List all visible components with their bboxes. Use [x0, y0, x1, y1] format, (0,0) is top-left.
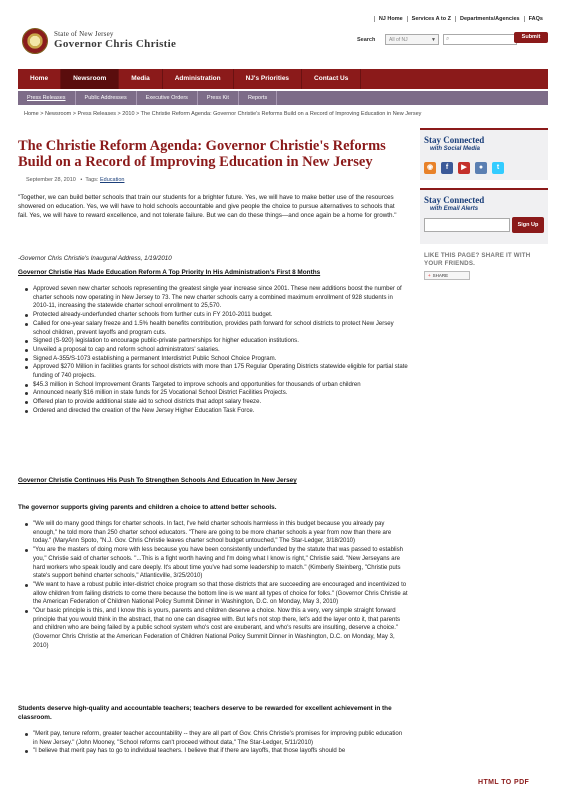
- list-item: Offered plan to provide additional state aid to school districts that adopt salary freeze.: [24, 398, 408, 407]
- tab-home[interactable]: Home: [18, 69, 61, 89]
- search-scope-select[interactable]: [385, 34, 439, 45]
- tab-contact[interactable]: Contact Us: [302, 69, 361, 89]
- facebook-icon[interactable]: f: [441, 162, 453, 174]
- breadcrumb[interactable]: Home > Newsroom > Press Releases > 2010 > The Christie Reform Agenda: Governor Christie's Reforms Build on a Record of Improving Education in New Jersey: [24, 111, 422, 117]
- tab-media[interactable]: Media: [119, 69, 162, 89]
- nav-departments[interactable]: Departments/Agencies: [455, 16, 524, 22]
- article-date: September 28, 2010: [26, 177, 76, 183]
- list-item: "We will do many good things for charter schools. In fact, I've held charter schools harmless in this budget because you already pay enough," he told more than 250 charter school educators. "There are going to be more charter schools a year from now than there are today." (MaryAnn Spoto, "N.J. Gov. Chris Christie leaves charter school budget untouched," The Star-Ledger, 3/18/2010): [24, 520, 408, 546]
- rss-icon[interactable]: ◉: [424, 162, 436, 174]
- nav-faqs[interactable]: FAQs: [524, 16, 547, 22]
- nav-nj-home[interactable]: NJ Home: [374, 16, 407, 22]
- subnav-executive-orders[interactable]: Executive Orders: [137, 91, 198, 105]
- list-item: Announced nearly $16 million in state funds for 25 Vocational School District Facilities Projects.: [24, 389, 408, 398]
- share-button[interactable]: [424, 271, 470, 280]
- list-item: Signed A-355/S-1073 establishing a permanent Interdistrict Public School Choice Program.: [24, 355, 408, 364]
- subnav-press-kit[interactable]: Press Kit: [198, 91, 239, 105]
- teacher-quotes-list: [24, 730, 408, 756]
- social-subtitle: with Social Media: [430, 146, 481, 152]
- sign-up-button[interactable]: Sign Up: [512, 217, 544, 233]
- search-label: Search: [357, 37, 376, 43]
- list-item: Called for one-year salary freeze and 1.5% health benefits contribution, provides path forward for school districts to protect New Jersey school children, prevent layoffs and program cuts.: [24, 320, 408, 337]
- list-item: Protected already-underfunded charter schools from further cuts in FY 2010-2011 budget.: [24, 311, 408, 320]
- plus-icon: +: [428, 273, 431, 278]
- tags-label: Tags:: [85, 177, 99, 183]
- search-submit-button[interactable]: Submit: [514, 32, 548, 43]
- tab-newsroom[interactable]: Newsroom: [61, 69, 119, 89]
- share-prompt: LIKE THIS PAGE? SHARE IT WITH YOUR FRIENDS.: [424, 252, 531, 267]
- email-alerts-box: [420, 188, 548, 244]
- twitter-icon[interactable]: t: [492, 162, 504, 174]
- state-name: State of New Jersey: [54, 30, 114, 38]
- email-field[interactable]: [424, 218, 510, 232]
- list-item: Signed (S-920) legislation to encourage public-private partnerships for higher education institutions.: [24, 337, 408, 346]
- list-item: "Merit pay, tenure reform, greater teacher accountability -- they are all part of Gov. Chris Christie's promises for improving public education in New Jersey." (John Mooney, "School reforms can't proceed without data," The Star-Ledger, 5/11/2010): [24, 730, 408, 747]
- social-media-box: [420, 128, 548, 180]
- social-title: Stay Connected: [424, 135, 485, 145]
- sub-nav: [18, 91, 548, 105]
- utility-nav: [374, 16, 547, 22]
- list-item: Ordered and directed the creation of the New Jersey Higher Education Task Force.: [24, 407, 408, 416]
- list-item: Approved $270 Million in facilities grants for school districts with more than 175 Regular Operating Districts statewide eligible for partial state funding of 740 projects.: [24, 363, 408, 380]
- achievements-list: [24, 285, 408, 416]
- article-meta: September 28, 2010 • Tags: Education: [26, 177, 125, 183]
- section-heading-1: Governor Christie Has Made Education Reform A Top Priority In His Administration's First 8 Months: [18, 269, 321, 276]
- html-to-pdf-watermark: HTML TO PDF: [478, 779, 530, 786]
- page-title: The Christie Reform Agenda: Governor Christie's Reforms Build on a Record of Improving Education in New Jersey: [18, 138, 386, 170]
- state-seal-logo[interactable]: [22, 28, 48, 54]
- list-item: "I believe that merit pay has to go to individual teachers. I believe that if there are layoffs, that those layoffs should be: [24, 747, 408, 756]
- section-heading-2: Governor Christie Continues His Push To Strengthen Schools And Education In New Jersey: [18, 477, 297, 484]
- tab-priorities[interactable]: NJ's Priorities: [234, 69, 302, 89]
- tab-administration[interactable]: Administration: [163, 69, 234, 89]
- tag-education-link[interactable]: Education: [100, 177, 125, 183]
- nav-services[interactable]: Services A to Z: [407, 16, 455, 22]
- choice-statement: The governor supports giving parents and children a choice to attend better schools.: [18, 504, 277, 511]
- list-item: "Our basic principle is this, and I know this is yours, parents and children deserve a choice. Now this a very, very simple straight forward principle that you would think in the abstract, that no one can disagree with. But let's not stop there, let's add the layer onto it, that parents and children who are being failed by a public school system who's cost are exuberant, and who's results are insulting, deserve a choice." (Governor Chris Christie at the American Federation of Children National Policy Summit Dinner in Washington, D.C. on Monday, May 3, 2010): [24, 607, 408, 651]
- subnav-public-addresses[interactable]: Public Addresses: [76, 91, 137, 105]
- alerts-title: Stay Connected: [424, 195, 485, 205]
- list-item: "You are the masters of doing more with less because you have been consistently underfunded by the statute that was passed to establish you," Christie said of charter schools. "...This is a fight worth having and I'm doing what I know is right," Christie said. "New Jerseyans are hard workers who speak loudly and care deeply. It's about time you've had some leadership to match." (Kimberly Steinberg, "Christie puts state's support behind charter schools," Atlanticville, 3/25/2010): [24, 546, 408, 581]
- chevron-down-icon: ▼: [431, 37, 436, 43]
- governor-name[interactable]: Governor Chris Christie: [54, 38, 177, 50]
- search-icon: ⌕: [446, 36, 450, 42]
- alerts-subtitle: with Email Alerts: [430, 206, 479, 212]
- search-scope-value: All of NJ: [389, 37, 408, 43]
- teachers-statement: Students deserve high-quality and accountable teachers; teachers deserve to be rewarded for excellent achievement in the classroom.: [18, 705, 392, 721]
- intro-quote: "Together, we can build better schools that train our students for a brighter future. Yes, we will have to make better use of the resources showered on education. Yes, we will have to hold schools accountable and give people the choice to pursue alternatives to schools that fail. Yes, we will have to reward excellence, and not tolerate failure. But we can do these things—and once again be a home for growth.": [18, 194, 397, 219]
- choice-quotes-list: [24, 520, 408, 651]
- search-input[interactable]: [443, 34, 517, 45]
- list-item: "We want to have a robust public inter-district choice program so that those districts that are succeeding are encouraged and incentivized to allow children from failing districts to come there because the bottom line is we want all types of choice for folks." (Governor Chris Christie at the American Federation of Children National Policy Summit Dinner in Washington, D.C. on Monday, May 3, 2010): [24, 581, 408, 607]
- flickr-icon[interactable]: ●: [475, 162, 487, 174]
- list-item: Unveiled a proposal to cap and reform school administrators' salaries.: [24, 346, 408, 355]
- list-item: Approved seven new charter schools representing the greatest single year increase since 2001. These new additions boost the number of charter schools now operating in New Jersey to 73. The new charter schools carry a combined maximum enrollment of 928 students in 2010-11, increasing the statewide charter school enrollment to 25,570.: [24, 285, 408, 311]
- subnav-reports[interactable]: Reports: [239, 91, 277, 105]
- list-item: $45.3 million in School Improvement Grants Targeted to improve schools and opportunities for thousands of urban children: [24, 381, 408, 390]
- main-nav: [18, 69, 548, 89]
- youtube-icon[interactable]: ▶: [458, 162, 470, 174]
- quote-source: -Governor Chris Christie's Inaugural Address, 1/19/2010: [18, 255, 172, 262]
- share-label: SHARE: [432, 273, 449, 278]
- subnav-press-releases[interactable]: Press Releases: [18, 91, 76, 105]
